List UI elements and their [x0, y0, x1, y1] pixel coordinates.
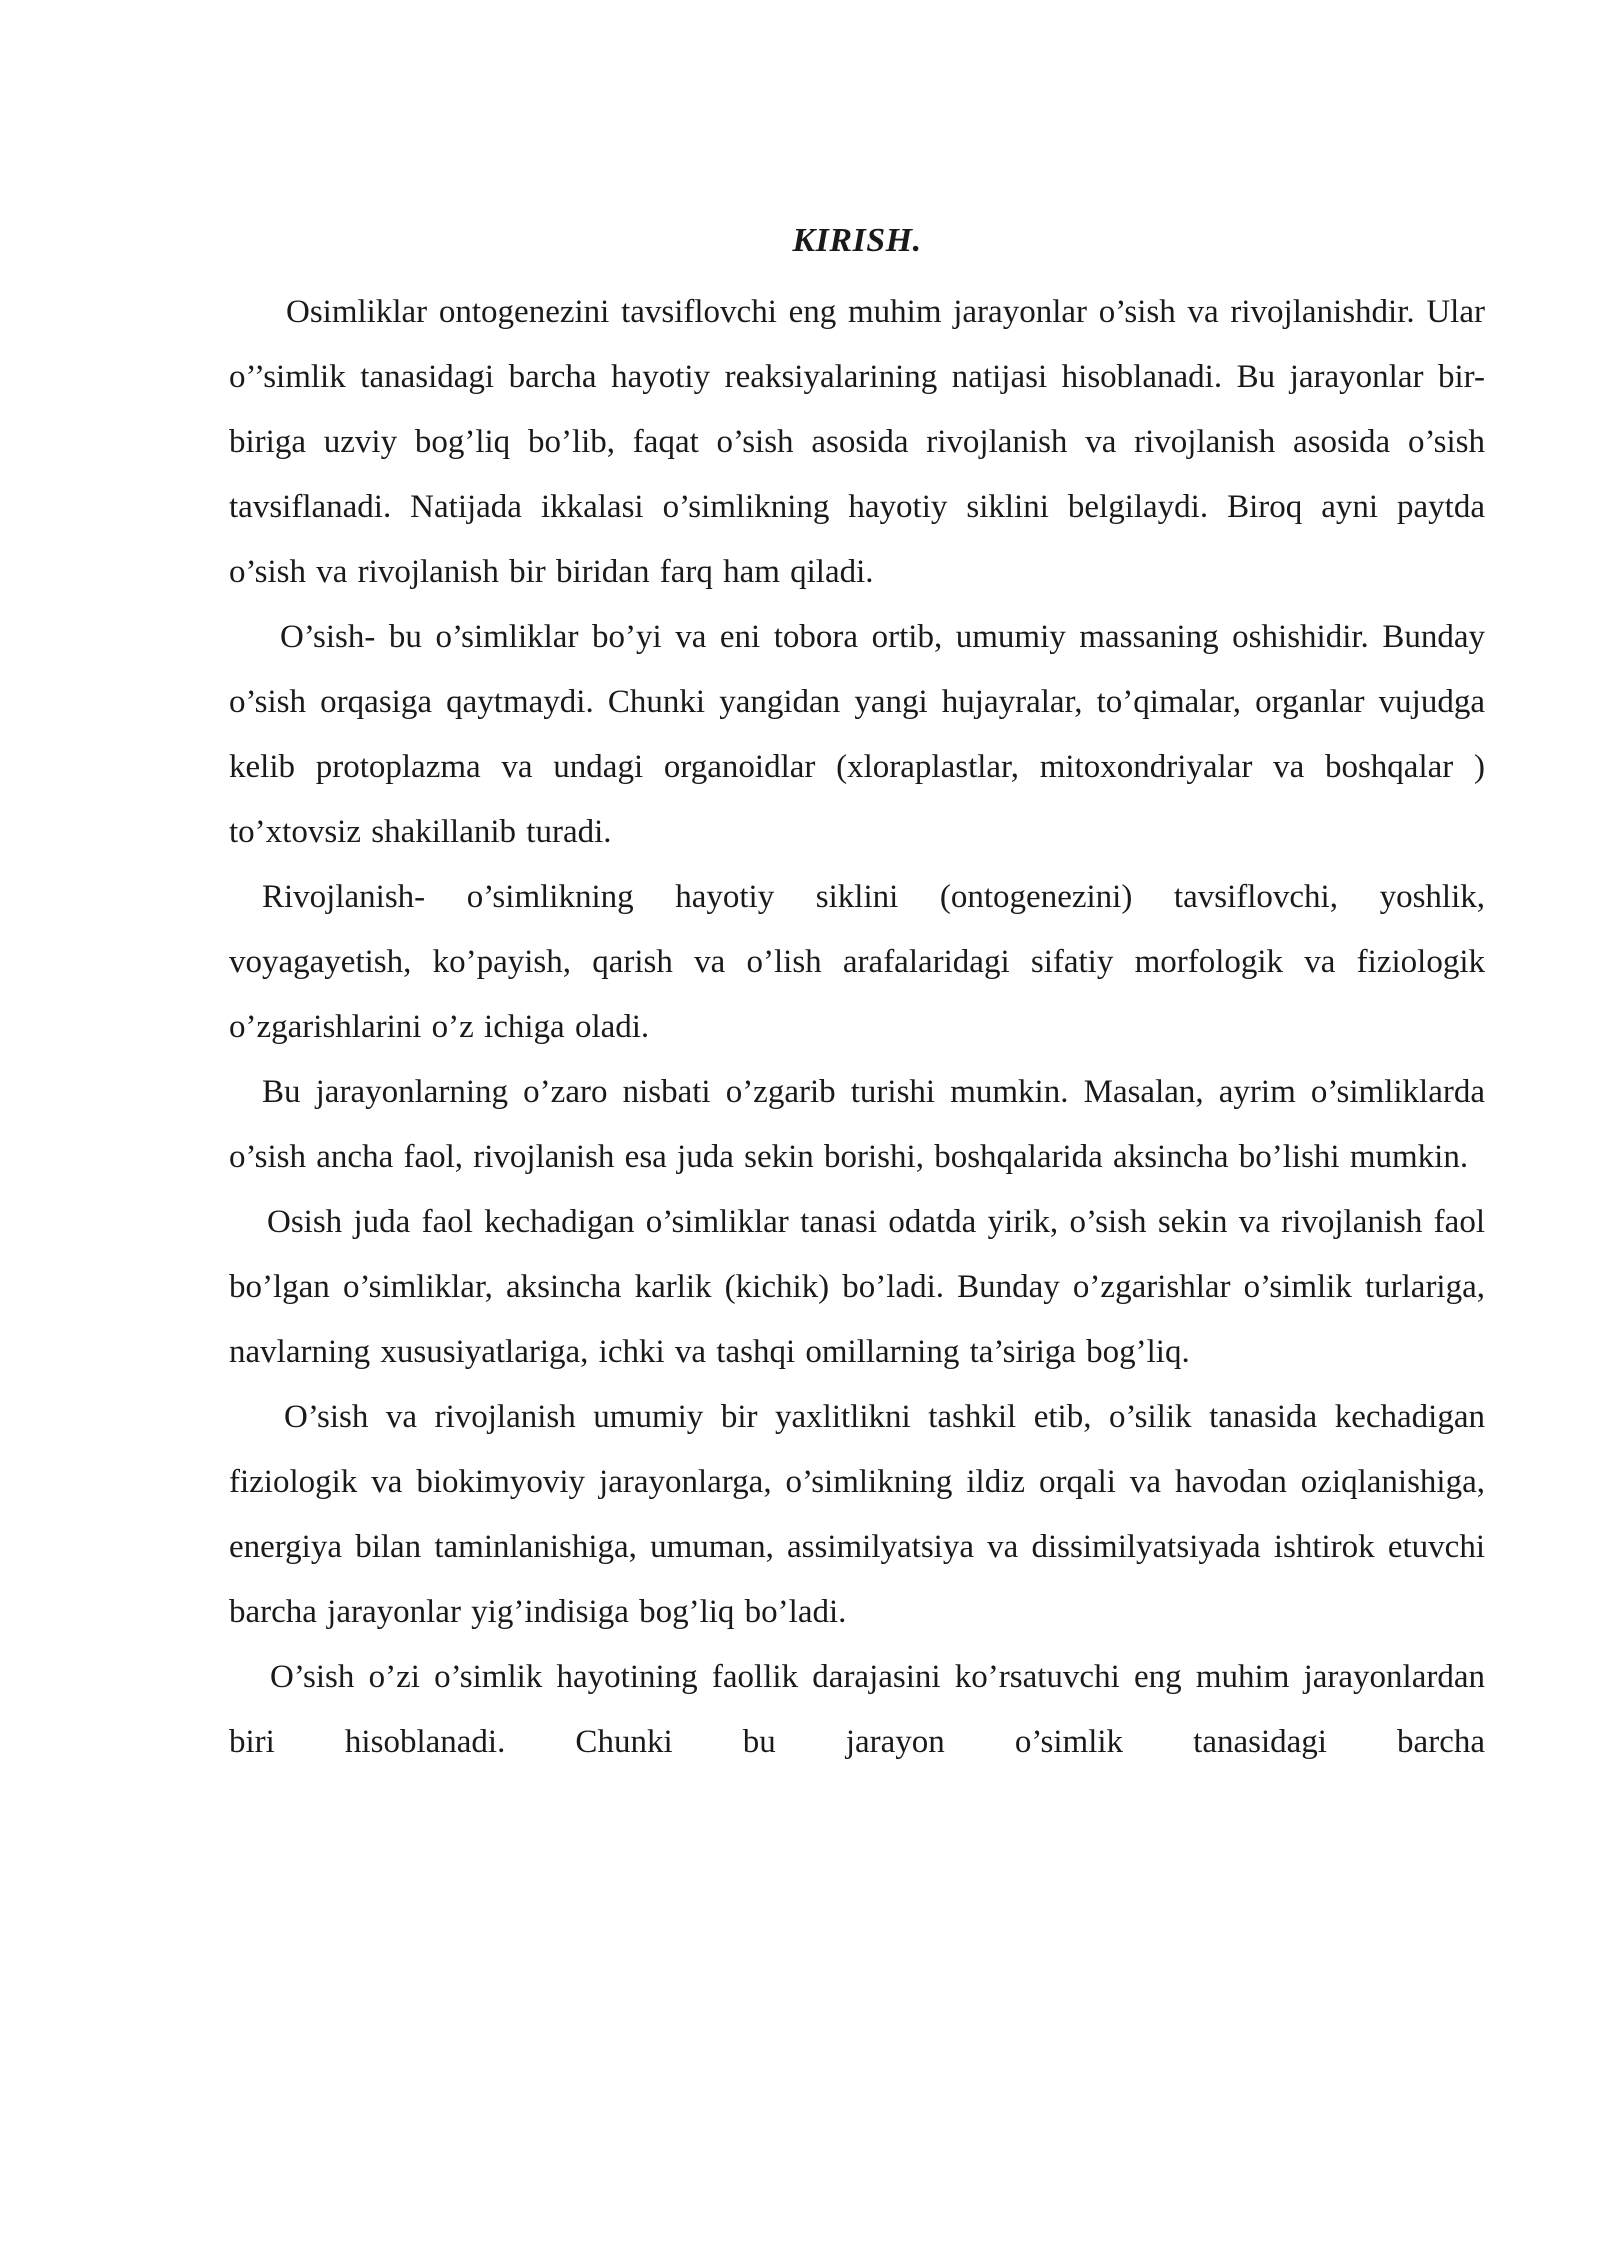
document-title: KIRISH.: [792, 222, 922, 259]
body-paragraph: O’sish o’zi o’simlik hayotining faollik darajasini ko’rsatuvchi eng muhim jarayonlardan biri hisoblanadi. Chunki bu jarayon o’simlik tanasidagi barcha: [229, 1659, 1485, 1760]
document-page: [229, 215, 1485, 1775]
body-paragraph: Osish juda faol kechadigan o’simliklar tanasi odatda yirik, o’sish sekin va rivojlanish faol bo’lgan o’simliklar, aksincha karlik (kichik) bo’ladi. Bunday o’zgarishlar o’simlik turlariga, navlarning xususiyatlariga, ichki va tashqi omillarning ta’siriga bog’liq.: [229, 1204, 1485, 1370]
body-paragraph: O’sish- bu o’simliklar bo’yi va eni tobora ortib, umumiy massaning oshishidir. Bunday o’sish orqasiga qaytmaydi. Chunki yangidan yangi hujayralar, to’qimalar, organlar vujudga kelib protoplazma va undagi organoidlar (xloraplastlar, mitoxondriyalar va boshqalar ) to’xtovsiz shakillanib turadi.: [229, 619, 1485, 850]
document-body: [229, 280, 1485, 1775]
body-paragraph: Osimliklar ontogenezini tavsiflovchi eng muhim jarayonlar o’sish va rivojlanishdir. Ular o’’simlik tanasidagi barcha hayotiy reaksiyalarining natijasi hisoblanadi. Bu jarayonlar bir-biriga uzviy bog’liq bo’lib, faqat o’sish asosida rivojlanish va rivojlanish asosida o’sish tavsiflanadi. Natijada ikkalasi o’simlikning hayotiy siklini belgilaydi. Biroq ayni paytda o’sish va rivojlanish bir biridan farq ham qiladi.: [229, 294, 1485, 590]
body-paragraph: O’sish va rivojlanish umumiy bir yaxlitlikni tashkil etib, o’silik tanasida kechadigan fiziologik va biokimyoviy jarayonlarga, o’simlikning ildiz orqali va havodan oziqlanishiga, energiya bilan taminlanishiga, umuman, assimilyatsiya va dissimilyatsiyada ishtirok etuvchi barcha jarayonlar yig’indisiga bog’liq bo’ladi.: [229, 1399, 1485, 1630]
body-paragraph: Rivojlanish- o’simlikning hayotiy siklini (ontogenezini) tavsiflovchi, yoshlik, voyagayetish, ko’payish, qarish va o’lish arafalaridagi sifatiy morfologik va fiziologik o’zgarishlarini o’z ichiga oladi.: [229, 879, 1485, 1045]
body-paragraph: Bu jarayonlarning o’zaro nisbati o’zgarib turishi mumkin. Masalan, ayrim o’simliklarda o’sish ancha faol, rivojlanish esa juda sekin borishi, boshqalarida aksincha bo’lishi mumkin.: [229, 1074, 1485, 1175]
